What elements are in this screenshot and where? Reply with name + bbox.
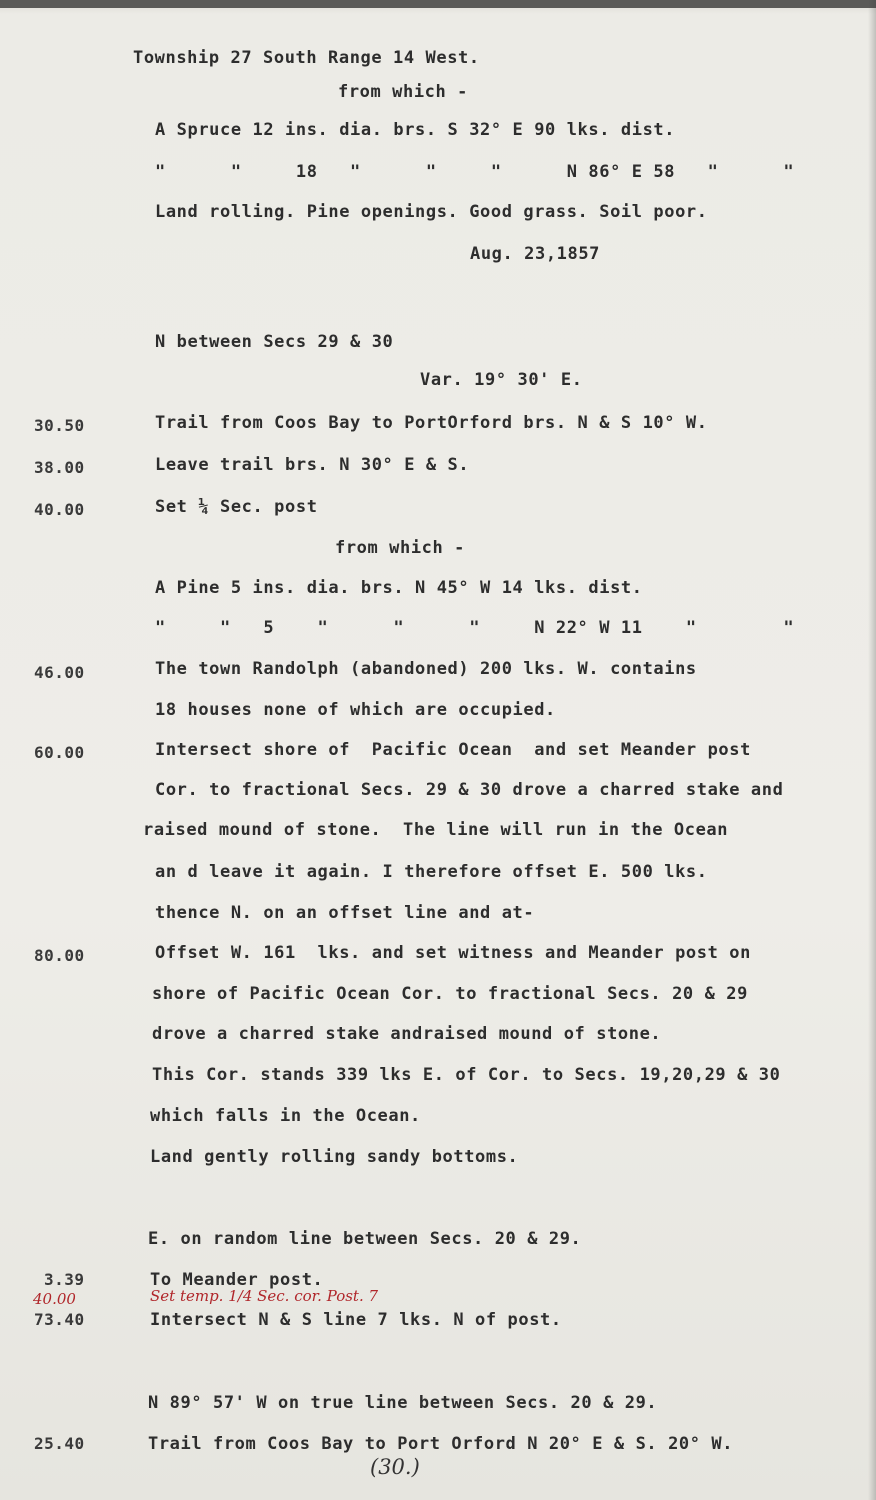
doc-line: Intersect N & S line 7 lks. N of post. [150, 1310, 562, 1330]
chain-number: 40.00 [34, 500, 85, 519]
doc-line: which falls in the Ocean. [150, 1106, 421, 1126]
doc-line: " " 5 " " " N 22° W 11 " " [155, 618, 795, 638]
chain-number: 38.00 [34, 458, 85, 477]
doc-line: 18 houses none of which are occupied. [155, 700, 556, 720]
doc-line: A Pine 5 ins. dia. brs. N 45° W 14 lks. dist. [155, 578, 643, 598]
doc-line: This Cor. stands 339 lks E. of Cor. to Secs. 19,20,29 & 30 [152, 1065, 781, 1085]
doc-line: Cor. to fractional Secs. 29 & 30 drove a charred stake and [155, 780, 784, 800]
chain-number: 30.50 [34, 416, 85, 435]
doc-line: Intersect shore of Pacific Ocean and set Meander post [155, 740, 751, 760]
page-number: (30.) [370, 1455, 420, 1479]
doc-line: A Spruce 12 ins. dia. brs. S 32° E 90 lks. dist. [155, 120, 676, 140]
chain-number: 3.39 [44, 1270, 85, 1289]
section-heading: E. on random line between Secs. 20 & 29. [148, 1229, 582, 1249]
township-heading: Township 27 South Range 14 West. [133, 48, 480, 68]
doc-line: Offset W. 161 lks. and set witness and Meander post on [155, 943, 751, 963]
doc-line: thence N. on an offset line and at- [155, 903, 535, 923]
doc-line: drove a charred stake andraised mound of stone. [152, 1024, 662, 1044]
doc-line: Var. 19° 30' E. [420, 370, 583, 390]
doc-line: " " 18 " " " N 86° E 58 " " [155, 162, 795, 182]
scan-edge-right [868, 0, 876, 1500]
chain-number: 80.00 [34, 946, 85, 965]
doc-line: from which - [338, 82, 469, 102]
doc-line: Leave trail brs. N 30° E & S. [155, 455, 470, 475]
doc-line: Trail from Coos Bay to Port Orford N 20° E & S. 20° W. [148, 1434, 734, 1454]
doc-line: raised mound of stone. The line will run in the Ocean [143, 820, 729, 840]
doc-line: To Meander post. [150, 1270, 324, 1290]
doc-line: shore of Pacific Ocean Cor. to fractional Secs. 20 & 29 [152, 984, 748, 1004]
doc-line: Set ¼ Sec. post [155, 497, 318, 517]
handwritten-annotation: Set temp. 1/4 Sec. cor. Post. 7 [150, 1287, 379, 1305]
chain-number: 46.00 [34, 663, 85, 682]
section-heading: N between Secs 29 & 30 [155, 332, 394, 352]
chain-number: 73.40 [34, 1310, 85, 1329]
chain-number: 25.40 [34, 1434, 85, 1453]
handwritten-number: 40.00 [33, 1290, 76, 1308]
section-heading: N 89° 57' W on true line between Secs. 20 & 29. [148, 1393, 658, 1413]
doc-date: Aug. 23,1857 [470, 244, 601, 264]
doc-line: from which - [335, 538, 466, 558]
chain-number: 60.00 [34, 743, 85, 762]
doc-line: Trail from Coos Bay to PortOrford brs. N & S 10° W. [155, 413, 708, 433]
doc-line: Land gently rolling sandy bottoms. [150, 1147, 519, 1167]
doc-line: an d leave it again. I therefore offset E. 500 lks. [155, 862, 708, 882]
scan-edge-top [0, 0, 876, 8]
doc-line: The town Randolph (abandoned) 200 lks. W. contains [155, 659, 697, 679]
doc-line: Land rolling. Pine openings. Good grass. Soil poor. [155, 202, 708, 222]
